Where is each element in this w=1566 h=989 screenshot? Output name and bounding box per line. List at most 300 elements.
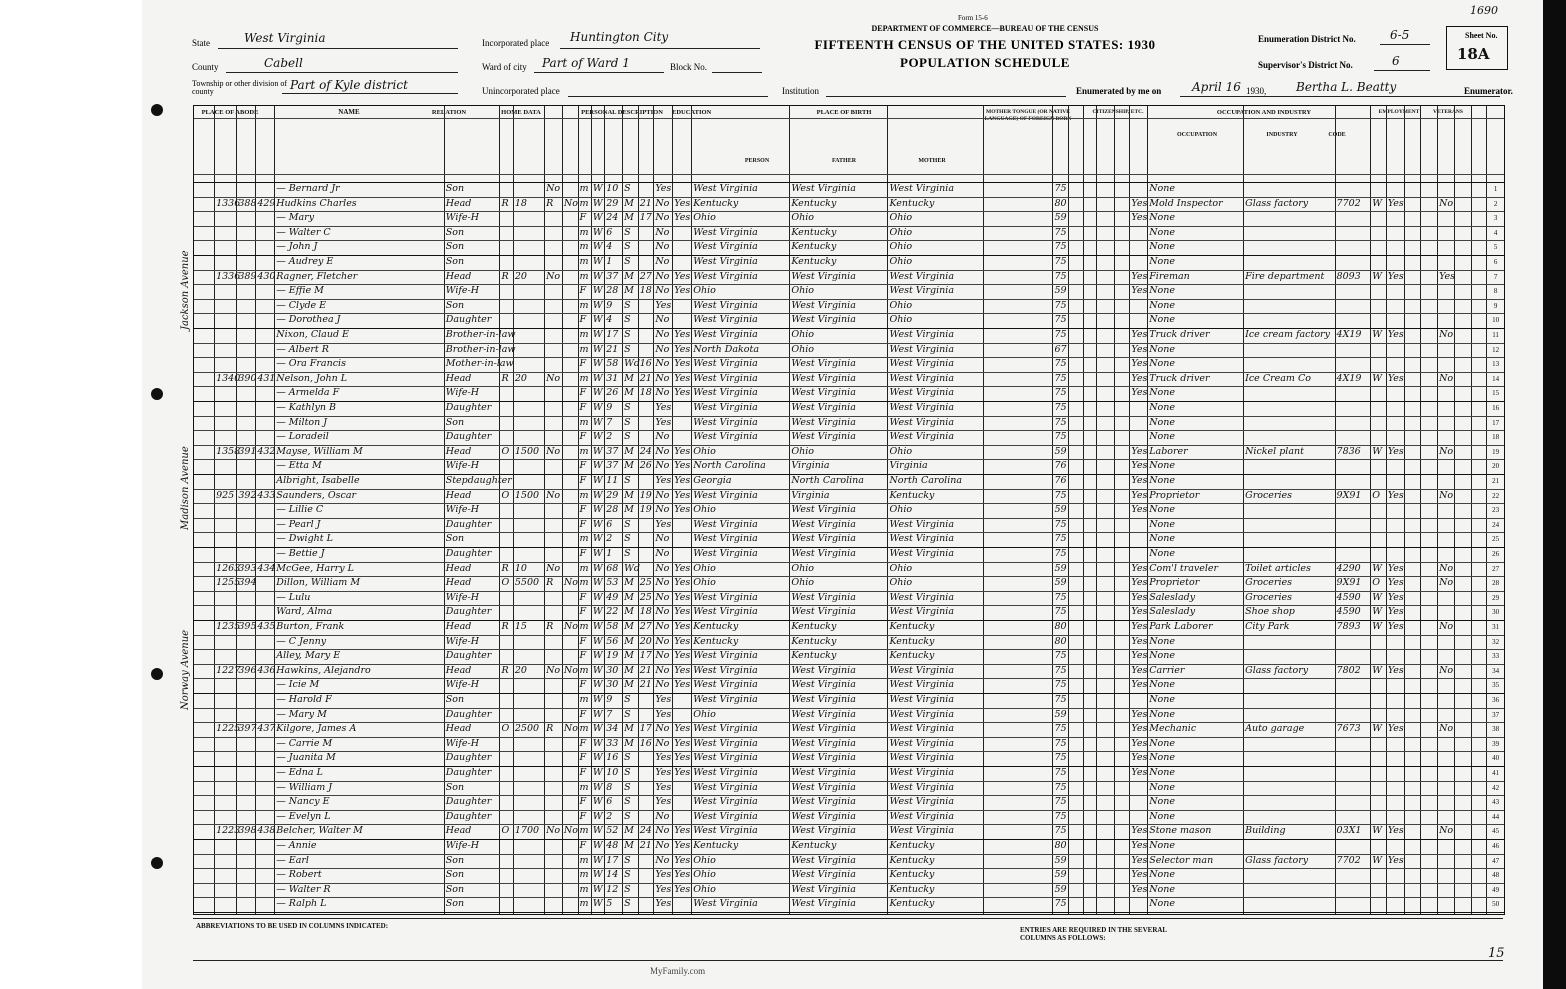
cell-occ: Truck driver (1149, 329, 1210, 340)
cell-birth: West Virginia (693, 548, 758, 559)
cell-work (1388, 386, 1403, 401)
cell-eng: Yes (1131, 854, 1148, 866)
cell-read: Yes (674, 212, 691, 224)
cell-name: — Milton J (276, 416, 328, 428)
cell-mother: Ohio (889, 314, 913, 326)
cell-ind (1245, 430, 1333, 445)
cell-st (196, 532, 213, 547)
cell-birth: West Virginia (693, 241, 758, 253)
form-number: Form 15-6 (958, 14, 988, 22)
cell-imm (1098, 343, 1113, 358)
cell-radio (546, 357, 561, 372)
cell-farm (564, 737, 577, 752)
cell-lang (985, 868, 1051, 883)
cell-dw: 390 (238, 372, 257, 384)
cell-race: W (592, 869, 603, 881)
cell-ind (1245, 751, 1333, 766)
cell-st (196, 635, 213, 650)
cell-st (196, 372, 213, 387)
cell-st (196, 328, 213, 343)
cell-vet (1439, 343, 1453, 358)
cell-father: Kentucky (791, 241, 837, 253)
cell-sex: F (579, 679, 587, 691)
cell-cw (1372, 299, 1385, 314)
cell-nat (1116, 839, 1129, 854)
cell-own (501, 591, 511, 606)
cell-mother: Ohio (889, 256, 913, 267)
cell-father: West Virginia (791, 737, 856, 749)
cell-race: W (592, 825, 603, 837)
sheet-number-box (1446, 26, 1508, 70)
cell-rel: Son (445, 869, 465, 881)
cell-mt: 75 (1054, 694, 1067, 705)
cell-ind (1245, 897, 1333, 912)
cell-farm (564, 562, 577, 577)
cell-occ: None (1149, 883, 1175, 895)
cell-vet: No (1439, 489, 1454, 501)
cell-sex: m (579, 533, 589, 545)
cell-mt: 75 (1054, 358, 1067, 370)
cell-father: West Virginia (791, 752, 856, 764)
table-row (194, 459, 1504, 474)
cell-st (196, 649, 213, 664)
cell-radio (546, 401, 561, 416)
cell-n: 5 (1493, 243, 1498, 252)
cell-own: R (501, 664, 509, 676)
cell-rel: Wife-H (445, 460, 480, 472)
cell-mar: M (624, 489, 634, 501)
cell-imm (1098, 576, 1113, 591)
cell-house (216, 503, 235, 518)
cell-n: 40 (1492, 754, 1500, 763)
cell-dw (238, 635, 254, 650)
cell-eng (1131, 416, 1146, 431)
cell-age: 29 (606, 489, 619, 501)
cell-am (640, 868, 653, 883)
cell-birth: Ohio (693, 577, 716, 589)
cell-imm (1098, 328, 1113, 343)
cell-dw: 394 (238, 577, 257, 589)
cell-sex: F (579, 737, 587, 749)
cell-lang (985, 591, 1051, 606)
cell-cw (1372, 897, 1385, 912)
cell-sch: No (655, 825, 670, 837)
block-label: Block No. (670, 62, 707, 72)
cell-own (501, 328, 511, 343)
cell-age: 12 (606, 883, 619, 895)
cell-imm (1098, 693, 1113, 708)
cell-house: 925 (216, 489, 235, 501)
cell-race: W (592, 679, 603, 691)
cell-own (501, 766, 511, 781)
cell-dw (238, 591, 254, 606)
cell-imm (1098, 284, 1113, 299)
cell-st (196, 839, 213, 854)
cell-mother: Kentucky (889, 489, 935, 501)
cell-n: 6 (1493, 258, 1498, 266)
cell-code: 8093 (1336, 270, 1361, 282)
cell-eng: Yes (1131, 285, 1148, 297)
cell-read: Yes (674, 635, 691, 647)
cell-dw (238, 897, 254, 912)
cell-val (515, 693, 543, 708)
cell-sex: m (579, 621, 589, 632)
cell-farm (564, 386, 577, 401)
cell-name: — Lulu (276, 591, 311, 603)
cell-st (196, 605, 213, 620)
cell-occ: None (1149, 752, 1175, 764)
table-row (194, 664, 1504, 679)
cell-rel: Son (445, 898, 465, 910)
table-row (194, 766, 1504, 781)
cell-am: 18 (639, 387, 652, 399)
cell-mt: 75 (1054, 372, 1067, 384)
head-name: NAME (338, 108, 360, 116)
cell-name: Hudkins Charles (276, 197, 357, 209)
cell-age: 21 (606, 343, 619, 355)
cell-am (640, 795, 653, 810)
cell-occ: Fireman (1149, 270, 1190, 282)
cell-mt: 75 (1054, 650, 1067, 662)
cell-ind (1245, 240, 1333, 255)
cell-work (1388, 255, 1403, 270)
cell-rel: Son (445, 256, 465, 267)
cell-rel: Daughter (445, 402, 492, 413)
cell-father: West Virginia (791, 416, 856, 428)
cell-house (216, 211, 235, 226)
cell-n: 32 (1492, 637, 1500, 646)
cell-radio (546, 854, 561, 869)
cell-age: 9 (606, 694, 613, 705)
cell-age: 11 (606, 475, 619, 486)
cell-own (501, 854, 511, 869)
cell-code (1337, 708, 1370, 723)
cell-age: 6 (606, 518, 613, 530)
cell-age: 31 (606, 372, 619, 384)
cell-val (515, 240, 543, 255)
cell-nat (1116, 591, 1129, 606)
cell-cw (1372, 781, 1385, 796)
table-row (194, 489, 1504, 504)
cell-house (216, 854, 235, 869)
cell-farm (564, 547, 577, 562)
cell-rel: Head (445, 372, 472, 384)
cell-birth: North Dakota (693, 343, 760, 355)
cell-radio (546, 313, 561, 328)
cell-fam: 429 (257, 197, 276, 209)
cell-dw (238, 547, 254, 562)
cell-radio: No (546, 445, 561, 457)
cell-val (515, 357, 543, 372)
head-education: EDUCATION (672, 109, 712, 116)
cell-sex: m (579, 343, 589, 355)
table-row (194, 255, 1504, 270)
schedule-title: POPULATION SCHEDULE (900, 55, 1070, 70)
cell-val (515, 766, 543, 781)
cell-race: W (592, 372, 603, 384)
cell-mother: North Carolina (889, 475, 963, 486)
cell-mt: 75 (1054, 329, 1067, 340)
cell-mt: 59 (1054, 577, 1067, 589)
state-value: West Virginia (244, 31, 326, 45)
cell-sex: m (579, 723, 589, 735)
cell-mt: 80 (1054, 635, 1067, 647)
cell-eng: Yes (1131, 752, 1148, 764)
table-row (194, 197, 1504, 212)
cell-val (515, 635, 543, 650)
cell-code (1337, 532, 1370, 547)
cell-mother: Kentucky (889, 854, 935, 866)
cell-race: W (592, 270, 603, 282)
cell-birth: West Virginia (693, 431, 758, 443)
cell-ind (1245, 182, 1333, 197)
cell-sex: m (579, 489, 589, 501)
cell-code (1337, 518, 1370, 533)
cell-age: 2 (606, 533, 613, 545)
cell-name: — Armelda F (276, 387, 340, 399)
cell-mt: 59 (1054, 869, 1067, 881)
cell-birth: Kentucky (693, 635, 739, 647)
cell-rel: Stepdaughter (445, 475, 512, 486)
cell-mother: West Virginia (889, 767, 954, 778)
cell-house (216, 532, 235, 547)
cell-vet (1439, 284, 1453, 299)
cell-radio (546, 635, 561, 650)
cell-radio (546, 503, 561, 518)
cell-eng (1131, 547, 1146, 562)
cell-race: W (592, 577, 603, 589)
cell-birth: Ohio (693, 708, 716, 720)
cell-st (196, 416, 213, 431)
cell-imm (1098, 737, 1113, 752)
cell-sex: m (579, 854, 589, 866)
cell-cw (1372, 401, 1385, 416)
cell-sex: F (579, 518, 587, 530)
cell-fam: 437 (257, 723, 276, 735)
cell-birth: Kentucky (693, 197, 739, 209)
county-value: Cabell (264, 56, 303, 70)
cell-eng: Yes (1131, 869, 1148, 881)
cell-occ: Truck driver (1149, 372, 1210, 384)
cell-mar: M (624, 285, 634, 297)
cell-name: Mayse, William M (276, 445, 363, 457)
cell-occ: None (1149, 475, 1175, 486)
cell-val (515, 883, 543, 898)
cell-cw (1372, 343, 1385, 358)
cell-imm (1098, 299, 1113, 314)
cell-sex: F (579, 635, 587, 647)
cell-mar: M (624, 840, 634, 851)
cell-sch: Yes (655, 402, 672, 413)
cell-mother: Ohio (889, 577, 913, 589)
cell-code (1337, 357, 1370, 372)
table-row (194, 284, 1504, 299)
cell-rel: Daughter (445, 548, 492, 559)
cell-am: 25 (639, 591, 652, 603)
cell-read: Yes (674, 445, 691, 457)
cell-code (1337, 255, 1370, 270)
cell-age: 33 (606, 737, 619, 749)
cell-name: — Lillie C (276, 504, 324, 516)
cell-read (674, 182, 690, 197)
cell-cw (1372, 547, 1385, 562)
cell-am: 20 (639, 635, 652, 647)
cell-eng: Yes (1131, 650, 1148, 662)
cell-sex: m (579, 694, 589, 705)
cell-code: 9X91 (1336, 489, 1362, 501)
cell-mar: S (624, 256, 631, 267)
cell-n: 28 (1492, 579, 1500, 588)
cell-age: 1 (606, 548, 613, 559)
cell-mt: 75 (1054, 518, 1067, 530)
cell-dw (238, 401, 254, 416)
cell-occ: None (1149, 840, 1175, 851)
cell-father: West Virginia (791, 372, 856, 384)
cell-mother: West Virginia (889, 285, 954, 297)
cell-st (196, 795, 213, 810)
cell-eng (1131, 401, 1146, 416)
cell-vet (1439, 693, 1453, 708)
cell-n: 18 (1492, 433, 1500, 442)
cell-own: R (501, 621, 509, 632)
cell-st (196, 474, 213, 489)
cell-am (640, 328, 653, 343)
cell-fam (257, 328, 273, 343)
cell-own (501, 635, 511, 650)
cell-nat (1116, 693, 1129, 708)
cell-rel: Son (445, 226, 465, 238)
cell-am: 17 (639, 650, 652, 662)
cell-rel: Wife-H (445, 285, 480, 297)
cell-occ: None (1149, 548, 1175, 559)
table-row (194, 372, 1504, 387)
cell-lang (985, 722, 1051, 737)
cell-race: W (592, 898, 603, 910)
cell-mt: 59 (1054, 445, 1067, 457)
cell-code: 7836 (1336, 445, 1361, 457)
cell-house (216, 766, 235, 781)
cell-vet (1439, 386, 1453, 401)
cell-own (501, 343, 511, 358)
cell-vet (1439, 883, 1453, 898)
cell-mt: 75 (1054, 723, 1067, 735)
cell-code (1337, 226, 1370, 241)
department-line: DEPARTMENT OF COMMERCE—BUREAU OF THE CENSUS (871, 24, 1099, 33)
cell-sex: F (579, 285, 587, 297)
cell-farm: No (563, 723, 578, 735)
cell-cw: W (1372, 270, 1382, 282)
cell-vet: No (1439, 372, 1454, 384)
cell-am (640, 562, 653, 577)
cell-n: 48 (1492, 871, 1500, 880)
cell-farm (564, 182, 577, 197)
cell-father: West Virginia (791, 825, 856, 837)
cell-mar: S (624, 518, 631, 530)
cell-occ: Park Laborer (1149, 621, 1213, 632)
cell-st (196, 518, 213, 533)
cell-vet (1439, 810, 1453, 825)
cell-occ: None (1149, 358, 1175, 370)
sheet-label: Sheet No. (1465, 31, 1498, 40)
cell-vet (1439, 459, 1453, 474)
page-number: 15 (1488, 946, 1505, 961)
cell-code (1337, 299, 1370, 314)
cell-mother: West Virginia (889, 825, 954, 837)
cell-race: W (592, 752, 603, 764)
cell-val (515, 605, 543, 620)
cell-lang (985, 474, 1051, 489)
cell-dw: 389 (238, 270, 257, 282)
cell-farm (564, 649, 577, 664)
cell-nat (1116, 605, 1129, 620)
cell-mt: 75 (1054, 387, 1067, 399)
cell-mt: 75 (1054, 591, 1067, 603)
cell-occ: None (1149, 314, 1175, 326)
cell-farm (564, 284, 577, 299)
cell-farm (564, 810, 577, 825)
cell-eng (1131, 299, 1146, 314)
cell-age: 7 (606, 416, 613, 428)
cell-cw: W (1372, 854, 1382, 866)
cell-fam (257, 766, 273, 781)
cell-nat (1116, 722, 1129, 737)
cell-mt: 75 (1054, 270, 1067, 282)
cell-radio: R (546, 197, 554, 209)
cell-imm (1098, 708, 1113, 723)
cell-am (640, 751, 653, 766)
cell-ind (1245, 795, 1333, 810)
ed-label: Enumeration District No. (1258, 34, 1356, 44)
cell-fam (257, 182, 273, 197)
cell-mt: 67 (1054, 343, 1067, 355)
cell-code (1337, 211, 1370, 226)
cell-cw (1372, 708, 1385, 723)
cell-own (501, 430, 511, 445)
cell-house (216, 751, 235, 766)
cell-race: W (592, 445, 603, 457)
cell-farm (564, 459, 577, 474)
cell-read (674, 313, 690, 328)
state-label: State (192, 38, 210, 48)
cell-occ: None (1149, 460, 1175, 472)
cell-vet: No (1439, 329, 1454, 340)
cell-read (674, 532, 690, 547)
cell-ind (1245, 839, 1333, 854)
cell-mar: M (624, 591, 634, 603)
row-rule (194, 912, 1504, 913)
table-row (194, 649, 1504, 664)
cell-own (501, 357, 511, 372)
cell-race: W (592, 489, 603, 501)
cell-fam (257, 868, 273, 883)
cell-radio (546, 459, 561, 474)
cell-code (1337, 883, 1370, 898)
cell-occ: None (1149, 518, 1175, 530)
cell-house: 1336 (216, 197, 241, 209)
cell-radio: R (546, 577, 554, 589)
cell-read (674, 897, 690, 912)
cell-eng: Yes (1131, 883, 1148, 895)
cell-mother: West Virginia (889, 737, 954, 749)
cell-n: 27 (1492, 564, 1500, 573)
table-row (194, 240, 1504, 255)
cell-fam (257, 795, 273, 810)
cell-lang (985, 562, 1051, 577)
cell-occ: None (1149, 212, 1175, 224)
head-mother: MOTHER (918, 158, 946, 164)
cell-age: 9 (606, 402, 613, 413)
cell-sex: m (579, 270, 589, 282)
